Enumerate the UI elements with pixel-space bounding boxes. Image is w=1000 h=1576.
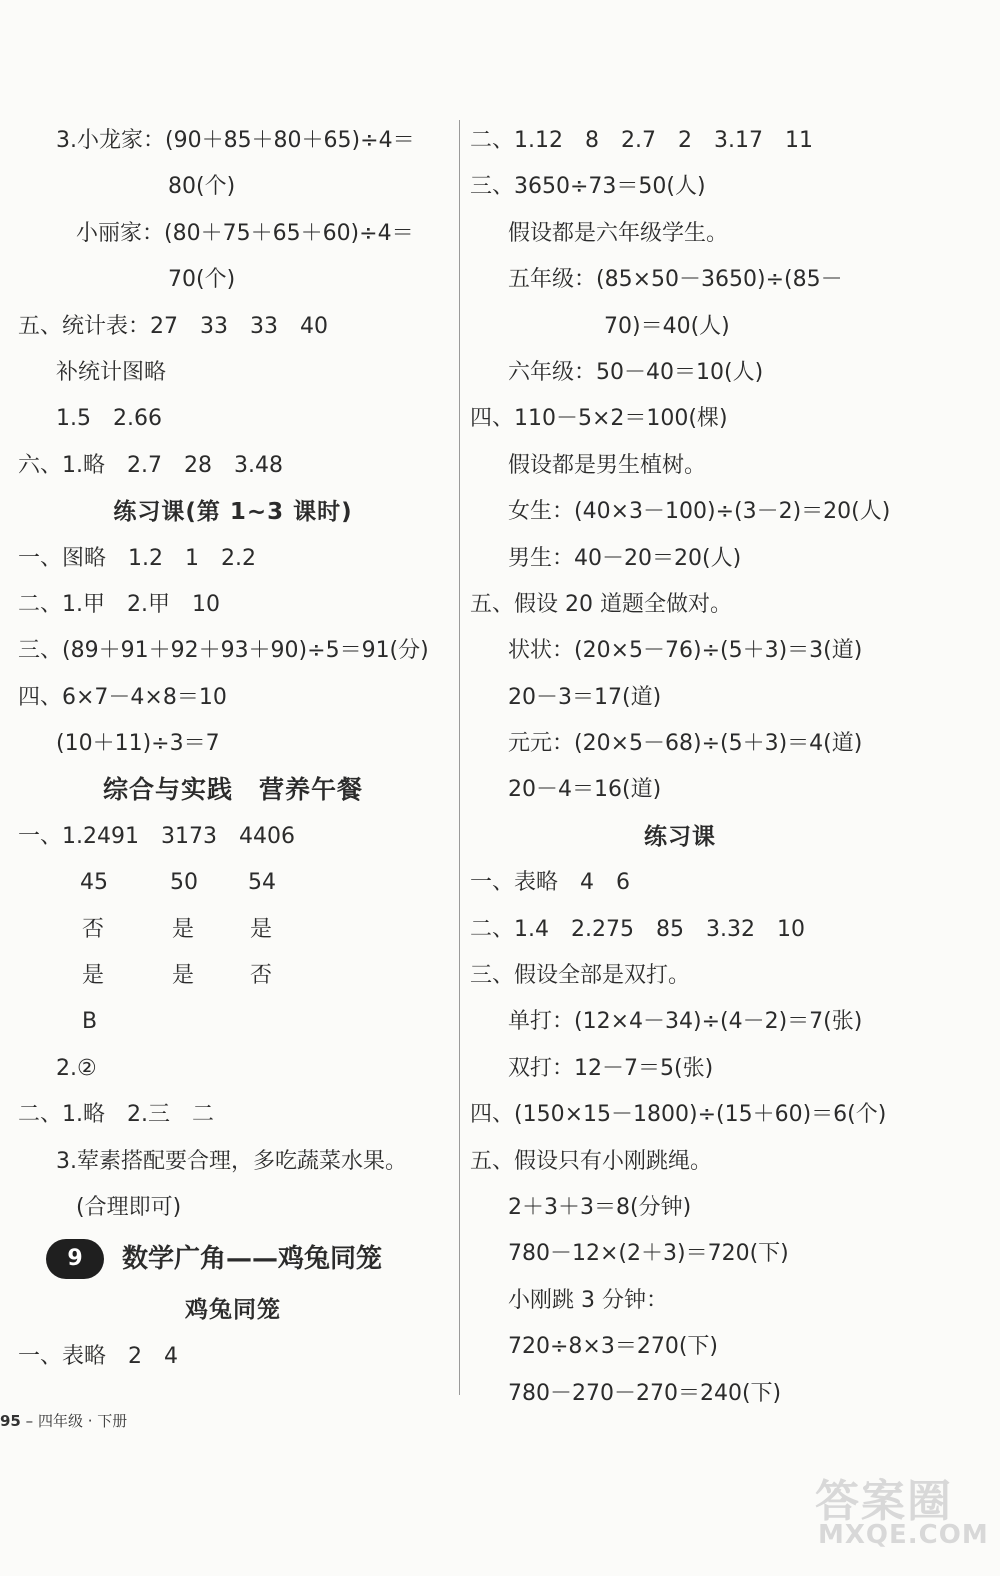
left-column (18, 118, 448, 1380)
answer-line: 六、1.略 2.7 28 3.48 (18, 452, 283, 478)
answer-line: 二、1.4 2.275 85 3.32 10 (470, 916, 805, 942)
page-number: 95 (0, 1412, 21, 1430)
subsection-title: 练习课(第 1~3 课时) (113, 499, 353, 526)
answer-line: 状状：(20×5－76)÷(5＋3)＝3(道) (508, 638, 863, 664)
answer-line: (10＋11)÷3＝7 (56, 731, 220, 757)
right-column (470, 118, 990, 1417)
watermark-logo: 答案圈 (815, 1476, 953, 1527)
answer-line: 假设都是男生植树。 (508, 452, 707, 478)
grid-cell: 45 (80, 870, 108, 896)
answer-line: 780－12×(2＋3)＝720(下) (508, 1241, 789, 1267)
grid-cell: 54 (248, 870, 276, 896)
answer-line: 一、1.2491 3173 4406 (18, 823, 295, 849)
answer-line: 3.荤素搭配要合理，多吃蔬菜水果。 (56, 1148, 407, 1174)
answer-line: 70)＝40(人) (604, 313, 730, 339)
answer-line: 四、(150×15－1800)÷(15＋60)＝6(个) (470, 1102, 887, 1128)
answer-line: 2＋3＋3＝8(分钟) (508, 1194, 692, 1220)
answer-line: 20－3＝17(道) (508, 684, 662, 710)
answer-grid-row (18, 860, 448, 906)
answer-line: 六年级：50－40＝10(人) (508, 359, 764, 385)
answer-line: 双打：12－7＝5(张) (508, 1055, 714, 1081)
answer-line: 三、3650÷73＝50(人) (470, 174, 706, 200)
footer-dash: – (25, 1412, 34, 1430)
column-divider (459, 120, 460, 1395)
answer-line: 2.② (56, 1055, 97, 1081)
page-footer (0, 1410, 127, 1431)
answer-line: 1.5 2.66 (56, 406, 162, 432)
answer-line: 二、1.甲 2.甲 10 (18, 591, 220, 617)
answer-line: 780－270－270＝240(下) (508, 1380, 782, 1406)
answer-line: 20－4＝16(道) (508, 777, 662, 803)
grid-cell: 是 (172, 963, 195, 989)
answer-grid-row (18, 953, 448, 999)
answer-line: 五、假设只有小刚跳绳。 (470, 1148, 713, 1174)
grid-cell: 是 (250, 916, 273, 942)
answer-line: 二、1.略 2.三 二 (18, 1102, 214, 1128)
answer-line: 单打：(12×4－34)÷(4－2)＝7(张) (508, 1009, 863, 1035)
answer-line: 五、统计表：27 33 33 40 (18, 313, 328, 339)
answer-line: 70(个) (168, 267, 236, 293)
answer-line: 假设都是六年级学生。 (508, 220, 729, 246)
unit-number-badge: 9 (46, 1239, 104, 1279)
subsection-title: 鸡兔同笼 (185, 1297, 281, 1324)
answer-line: 一、表略 4 6 (470, 870, 630, 896)
subsection-title: 练习课 (644, 823, 716, 850)
answer-line: (合理即可) (76, 1194, 182, 1220)
grid-cell: 否 (250, 963, 273, 989)
answer-line: 小刚跳 3 分钟： (508, 1287, 668, 1313)
answer-line: 720÷8×3＝270(下) (508, 1334, 719, 1360)
answer-line: 小丽家：(80＋75＋65＋60)÷4＝ (76, 220, 414, 246)
answer-line: 男生：40－20＝20(人) (508, 545, 742, 571)
grid-cell: 是 (82, 963, 105, 989)
answer-line: 四、6×7－4×8＝10 (18, 684, 227, 710)
answer-line: 80(个) (168, 174, 236, 200)
answer-grid-row (18, 907, 448, 953)
answer-line: 五、假设 20 道题全做对。 (470, 591, 732, 617)
subsection-title: 综合与实践 营养午餐 (102, 775, 363, 805)
answer-line: 三、假设全部是双打。 (470, 963, 691, 989)
answer-line: 五年级：(85×50－3650)÷(85－ (508, 267, 843, 293)
answer-line: 补统计图略 (56, 359, 167, 385)
answer-line: 元元：(20×5－68)÷(5＋3)＝4(道) (508, 731, 863, 757)
grade-label: 四年级 · 下册 (37, 1412, 128, 1430)
answer-line: 一、表略 2 4 (18, 1343, 178, 1369)
answer-line: 二、1.12 8 2.7 2 3.17 11 (470, 128, 813, 153)
answer-line: 一、图略 1.2 1 2.2 (18, 545, 256, 571)
watermark-url: MXQE.COM (818, 1520, 989, 1550)
answer-line: 三、(89＋91＋92＋93＋90)÷5＝91(分) (18, 638, 429, 664)
answer-line: 四、110－5×2＝100(棵) (470, 406, 728, 432)
answer-line: 女生：(40×3－100)÷(3－2)＝20(人) (508, 499, 891, 525)
grid-cell: 是 (172, 916, 195, 942)
unit-title: 数学广角——鸡兔同笼 (122, 1244, 383, 1275)
grid-cell: 50 (170, 870, 198, 896)
answer-line: 3.小龙家：(90＋85＋80＋65)÷4＝ (56, 128, 415, 153)
unit-heading (18, 1231, 448, 1287)
grid-cell: 否 (82, 916, 105, 942)
answer-line: B (82, 1009, 98, 1035)
